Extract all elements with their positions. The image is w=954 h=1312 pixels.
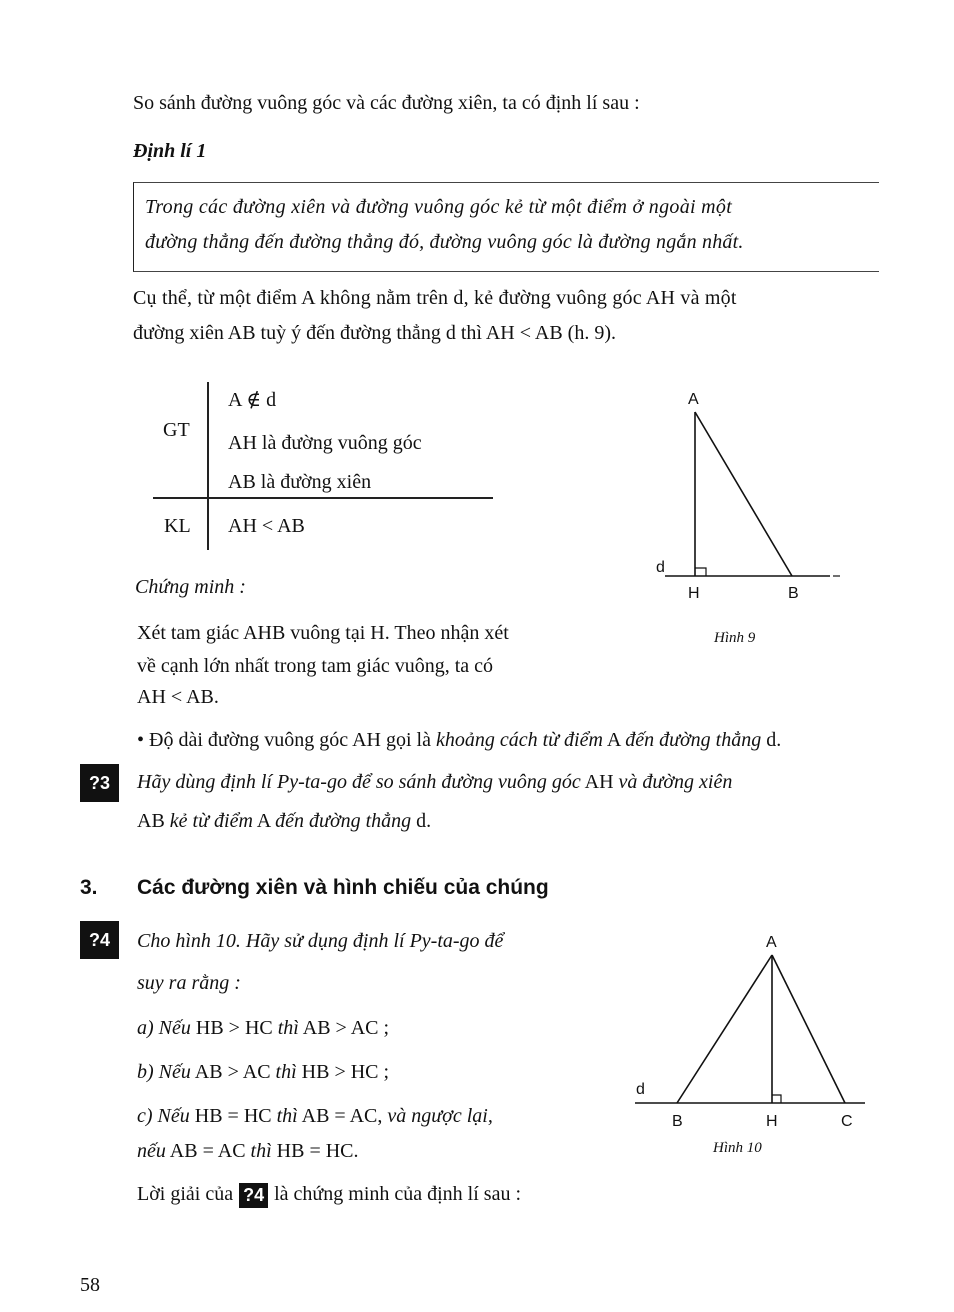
table-horizontal-rule	[153, 497, 493, 499]
q3-text-g: đến đường thẳng	[275, 810, 412, 832]
question-4-item-c-cont	[137, 1140, 359, 1163]
q4-a-then: thì	[277, 1017, 299, 1039]
q4-c2-label: nếu	[137, 1140, 166, 1162]
q4-b-math-1: AB > AC	[190, 1061, 276, 1083]
q4-b-label: b) Nếu	[137, 1061, 191, 1083]
fig10-label-h: H	[766, 1113, 778, 1130]
kl-row: AH < AB	[228, 515, 305, 537]
fig9-caption: Hình 9	[714, 630, 756, 646]
proof-line-3: AH < AB.	[137, 686, 219, 708]
section-title: Các đường xiên và hình chiếu của chúng	[137, 876, 549, 899]
q4-c-label: c) Nếu	[137, 1105, 190, 1127]
question-4-item-a	[137, 1017, 389, 1040]
page-number: 58	[80, 1274, 100, 1296]
fig9-label-a: A	[688, 391, 699, 408]
q3-text-f: A	[252, 810, 276, 832]
section-number: 3.	[80, 876, 98, 899]
question-4-line-1: Cho hình 10. Hãy sử dụng định lí Py-ta-go để	[137, 930, 504, 952]
fig9-label-b: B	[788, 585, 799, 602]
q4-c-then: thì	[276, 1105, 298, 1127]
theorem-line-2: đường thẳng đến đường thẳng đó, đường vuông góc là đường ngắn nhất.	[145, 231, 744, 253]
q4-a-label: a) Nếu	[137, 1017, 191, 1039]
question-4-line-2: suy ra rằng :	[137, 972, 241, 994]
question-3-line-1	[137, 771, 732, 794]
question-4-item-c	[137, 1105, 493, 1128]
gt-row-3: AB là đường xiên	[228, 471, 372, 493]
q3-text-a: Hãy dùng định lí Py-ta-go để so sánh đường vuông góc	[137, 771, 581, 793]
distance-note	[137, 729, 781, 752]
q4-c2-math-2: HB = HC.	[271, 1140, 359, 1162]
q4-c-math-2: AB = AC,	[297, 1105, 388, 1127]
note-text-pre: • Độ dài đường vuông góc AH gọi là	[137, 729, 436, 751]
right-angle-mark-10	[772, 1095, 781, 1103]
solution-line	[137, 1183, 521, 1208]
figure-9	[640, 380, 860, 660]
q3-text-c: và đường xiên	[618, 771, 733, 793]
kl-label: KL	[164, 515, 191, 537]
proof-line-2: về cạnh lớn nhất trong tam giác vuông, ta có	[137, 655, 494, 677]
proof-line-1: Xét tam giác AHB vuông tại H. Theo nhận xét	[137, 622, 509, 644]
detail-line-1: Cụ thể, từ một điểm A không nằm trên d, kẻ đường vuông góc AH và một	[133, 287, 737, 309]
gt-label: GT	[163, 419, 190, 441]
q3-text-h: d.	[411, 810, 432, 832]
solution-text-post: là chứng minh của định lí sau :	[274, 1183, 522, 1206]
gt-row-1: A ∉ d	[228, 389, 277, 411]
solution-badge: ?4	[239, 1183, 268, 1208]
note-text-mid: A	[602, 729, 626, 751]
fig9-label-d: d	[656, 559, 665, 576]
q3-text-e: kẻ từ điểm	[169, 810, 253, 832]
fig10-label-c: C	[841, 1113, 853, 1130]
intro-text: So sánh đường vuông góc và các đường xiên, ta có định lí sau :	[133, 92, 640, 114]
note-italic-1: khoảng cách từ điểm	[435, 729, 603, 751]
q3-text-b: AH	[580, 771, 619, 793]
q4-c2-math-1: AB = AC	[165, 1140, 251, 1162]
question-3-badge: ?3	[80, 764, 119, 802]
proof-label: Chứng minh :	[135, 576, 246, 598]
fig9-label-h: H	[688, 585, 700, 602]
theorem-title: Định lí 1	[133, 140, 207, 162]
segment-ab-10	[677, 955, 772, 1103]
detail-line-2: đường xiên AB tuỳ ý đến đường thẳng d thì AH < AB (h. 9).	[133, 322, 616, 344]
q4-c-math-1: HB = HC	[189, 1105, 277, 1127]
segment-ac-10	[772, 955, 845, 1103]
q3-text-d: AB	[137, 810, 170, 832]
solution-text-pre: Lời giải của	[137, 1183, 234, 1206]
fig10-label-d: d	[636, 1081, 645, 1098]
figure-10	[625, 930, 875, 1160]
fig10-caption: Hình 10	[713, 1140, 762, 1156]
gt-row-2: AH là đường vuông góc	[228, 432, 422, 454]
q4-a-math-1: HB > HC	[190, 1017, 278, 1039]
question-4-badge: ?4	[80, 921, 119, 959]
theorem-line-1: Trong các đường xiên và đường vuông góc kẻ từ một điểm ở ngoài một	[145, 196, 733, 218]
q4-b-math-2: HB > HC ;	[296, 1061, 390, 1083]
q4-a-math-2: AB > AC ;	[298, 1017, 390, 1039]
note-italic-2: đến đường thẳng	[625, 729, 762, 751]
question-3-line-2	[137, 810, 431, 833]
q4-b-then: thì	[275, 1061, 297, 1083]
question-4-item-b	[137, 1061, 389, 1084]
right-angle-mark	[695, 568, 706, 576]
fig10-label-a: A	[766, 934, 777, 951]
q4-c2-then: thì	[250, 1140, 272, 1162]
table-vertical-rule	[207, 382, 209, 550]
segment-ab	[695, 412, 792, 576]
fig10-label-b: B	[672, 1113, 683, 1130]
q4-c-rest: và ngược lại,	[387, 1105, 493, 1127]
note-text-end: d.	[761, 729, 782, 751]
